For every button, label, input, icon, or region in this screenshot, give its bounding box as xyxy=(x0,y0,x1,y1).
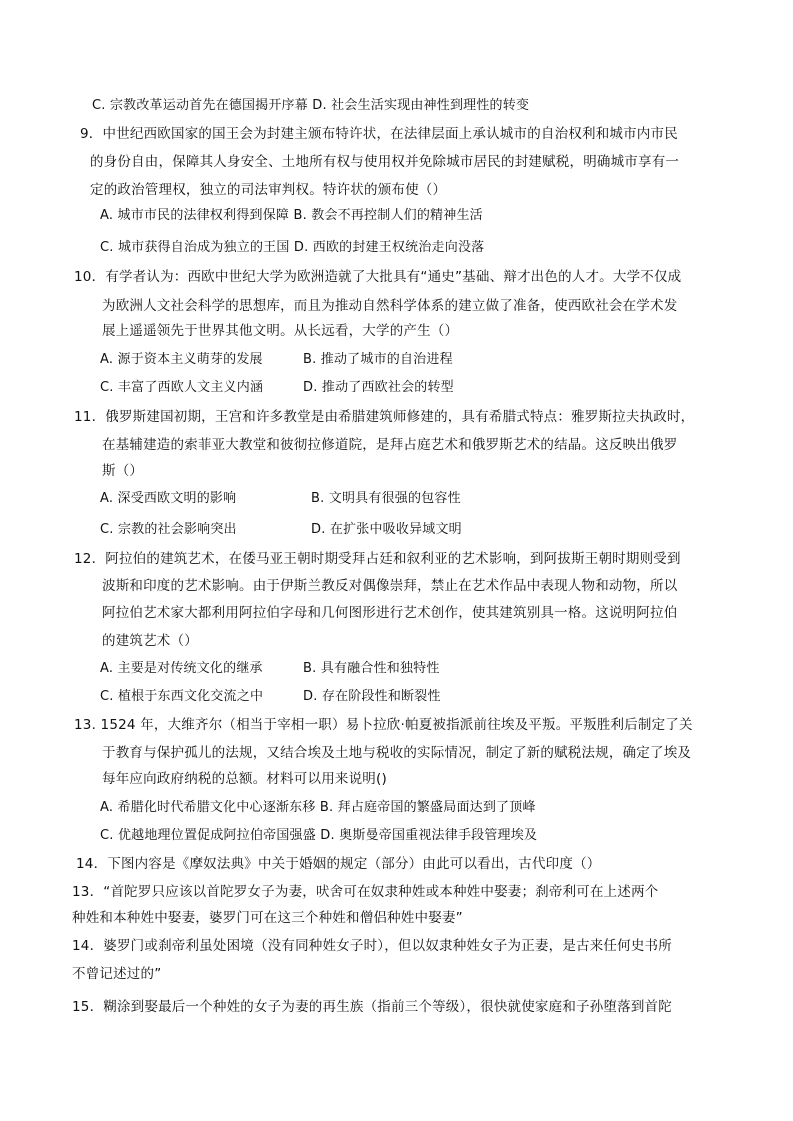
q9-stem-line1: 9．中世纪西欧国家的国王会为封建主颁布特许状，在法律层面上承认城市的自治权利和城市内市民 xyxy=(80,126,678,142)
q11-stem-line1: 11．俄罗斯建国初期，王宫和许多教堂是由希腊建筑师修建的，具有希腊式特点：雅罗斯拉夫执政时， xyxy=(74,409,695,425)
q13-stem-line1: 13. 1524 年，大维齐尔（相当于宰相一职）易卜拉欣·帕夏被指派前往埃及平叛。平叛胜利后制定了关 xyxy=(74,717,693,733)
q14-quote-item13-line1: 13．“首陀罗只应该以首陀罗女子为妻，吠舍可在奴隶种姓或本种姓中娶妻；刹帝利可在上述两个 xyxy=(72,884,659,900)
q11-option-a: A. 深受西欧文明的影响 xyxy=(100,491,237,506)
q9-stem-line3: 定的政治管理权，独立的司法审判权。特许状的颁布使（） xyxy=(90,182,447,198)
q10-option-c: C. 丰富了西欧人文主义内涵 xyxy=(100,380,264,395)
q10-stem-line1: 10．有学者认为：西欧中世纪大学为欧洲造就了大批具有“通史”基础、辩才出色的人才。大学不仅成 xyxy=(74,269,682,285)
q14-quote-item14-line1: 14．婆罗门或刹帝利虽处困境（没有同种姓女子时），但以奴隶种姓女子为正妻，是古来任何史书所 xyxy=(72,938,672,954)
q14-stem: 14．下图内容是《摩奴法典》中关于婚姻的规定（部分）由此可以看出，古代印度（） xyxy=(76,856,601,872)
q11-option-b: B. 文明具有很强的包容性 xyxy=(311,491,461,506)
q12-option-d: D. 存在阶段性和断裂性 xyxy=(303,689,441,704)
q13-options-ab: A. 希腊化时代希腊文化中心逐渐东移 B. 拜占庭帝国的繁盛局面达到了顶峰 xyxy=(100,800,536,815)
q13-options-cd: C. 优越地理位置促成阿拉伯帝国强盛 D. 奥斯曼帝国重视法律手段管理埃及 xyxy=(100,828,538,843)
q10-option-d: D. 推动了西欧社会的转型 xyxy=(303,380,454,395)
q11-option-d: D. 在扩张中吸收异域文明 xyxy=(311,522,462,537)
q12-option-b: B. 具有融合性和独特性 xyxy=(303,661,440,676)
q11-stem-line3: 斯（） xyxy=(102,463,144,479)
q9-options-ab: A. 城市市民的法律权利得到保障 B. 教会不再控制人们的精神生活 xyxy=(100,208,483,223)
q13-stem-line3: 每年应向政府纳税的总额。材料可以用来说明() xyxy=(102,771,387,787)
q12-stem-line1: 12．阿拉伯的建筑艺术，在倭马亚王朝时期受拜占廷和叙利亚的艺术影响，到阿拔斯王朝时期则受到 xyxy=(74,551,681,567)
q12-stem-line3: 阿拉伯艺术家大都利用阿拉伯字母和几何图形进行艺术创作，使其建筑别具一格。这说明阿拉伯 xyxy=(102,605,678,621)
q8-options-cd: C. 宗教改革运动首先在德国揭开序幕 D. 社会生活实现由神性到理性的转变 xyxy=(92,98,530,113)
q13-stem-line2: 于教育与保护孤儿的法规，又结合埃及土地与税收的实际情况，制定了新的赋税法规，确定了埃及 xyxy=(102,745,692,761)
q10-stem-line2: 为欧洲人文社会科学的思想库，而且为推动自然科学体系的建立做了准备，使西欧社会在学术发 xyxy=(102,298,678,314)
q14-quote-item14-line2: 不曾记述过的” xyxy=(72,966,162,982)
q11-stem-line2: 在基辅建造的索菲亚大教堂和彼彻拉修道院，是拜占庭艺术和俄罗斯艺术的结晶。这反映出俄罗 xyxy=(102,437,678,453)
q14-quote-item15-line1: 15．糊涂到娶最后一个种姓的女子为妻的再生族（指前三个等级），很快就使家庭和子孙堕落到首陀 xyxy=(72,999,672,1015)
q12-option-a: A. 主要是对传统文化的继承 xyxy=(100,661,263,676)
q12-stem-line2: 波斯和印度的艺术影响。由于伊斯兰教反对偶像崇拜，禁止在艺术作品中表现人物和动物，所以 xyxy=(102,578,678,594)
q14-quote-item13-line2: 种姓和本种姓中娶妻，婆罗门可在这三个种姓和僧侣种姓中娶妻” xyxy=(72,910,463,926)
q12-option-c: C. 植根于东西文化交流之中 xyxy=(100,689,264,704)
q10-stem-line3: 展上遥遥领先于世界其他文明。从长远看，大学的产生（） xyxy=(102,323,459,339)
q12-stem-line4: 的建筑艺术（） xyxy=(102,633,198,649)
q9-options-cd: C. 城市获得自治成为独立的王国 D. 西欧的封建王权统治走向没落 xyxy=(100,240,485,255)
q11-option-c: C. 宗教的社会影响突出 xyxy=(100,522,237,537)
q10-option-b: B. 推动了城市的自治进程 xyxy=(303,352,453,367)
q9-stem-line2: 的身份自由，保障其人身安全、土地所有权与使用权并免除城市居民的封建赋税，明确城市享有一 xyxy=(90,154,680,170)
q10-option-a: A. 源于资本主义萌芽的发展 xyxy=(100,352,263,367)
